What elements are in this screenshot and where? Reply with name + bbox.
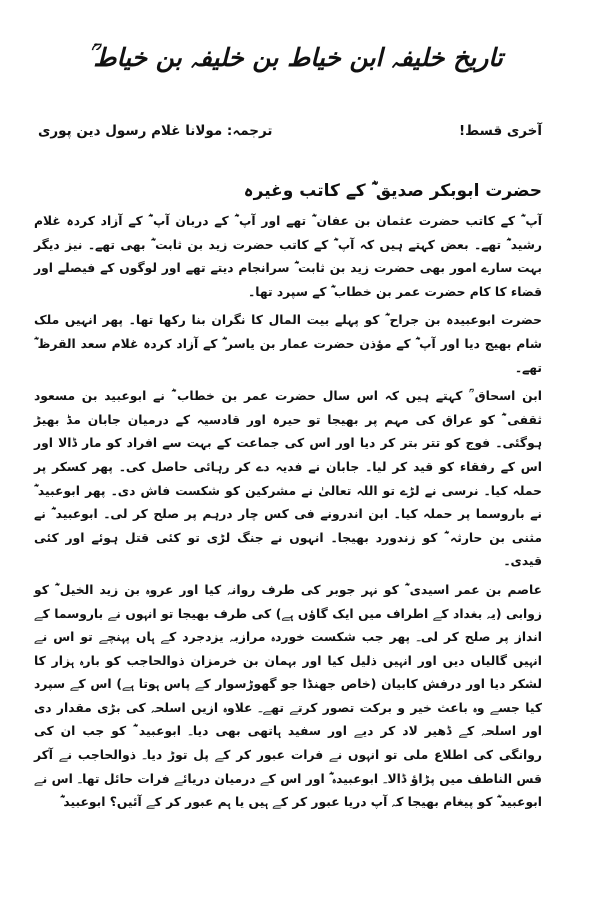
paragraph: حضرت ابوعبیدہ بن جراح ؓ کو پہلے بیت المال کا نگران بنا رکھا تھا۔ پھر انہیں ملک شام بھیج دیا اور آپ ؓ کے مؤذن حضرت عمار بن یاسر ؓ کے آزاد کردہ غلام سعد القرظ ؓ تھے۔ xyxy=(34,313,542,375)
page-title: تاریخ خلیفہ ابن خیاط بن خلیفہ بن خیاط ؒ xyxy=(87,43,503,72)
installment-label: آخری قسط! xyxy=(458,123,542,139)
paragraph: ابن اسحاق ؒ کہتے ہیں کہ اس سال حضرت عمر بن خطاب ؓ نے ابوعبید بن مسعود ثقفی ؓ کو عراق کی مہم پر بھیجا تو حیرہ اور قادسیہ کے درمیان جابان مڈ بھیڑ ہوگئی۔ فوج کو تتر بتر کر دیا اور اس کی جماعت کے بہت سے افراد کو مار ڈالا اور اس کے رفقاء کو قید کر لیا۔ جابان نے فدیہ دے کر رہائی حاصل کی۔ پھر کسکر پر حملہ کیا۔ نرسی نے لڑے تو اللہ تعالیٰ نے مشرکین کو شکست فاش دی۔ پھر ابوعبید ؓ نے باروسما پر حملہ کیا۔ ابن اندرونے فی کس چار درہم پر صلح کر لی۔ ابوعبید ؓ نے مثنی بن حارثہ ؓ کو زندورد بھیجا۔ انہوں نے جنگ لڑی تو کئی قتل ہوئے اور کئی قیدی۔ xyxy=(34,389,542,569)
translator-credit: ترجمہ: مولانا غلام رسول دین پوری xyxy=(38,123,273,139)
meta-row xyxy=(38,118,542,144)
body-text xyxy=(34,210,542,820)
section-heading: حضرت ابوبکر صدیق ؓ کے کاتب وغیرہ xyxy=(243,181,542,201)
paragraph: عاصم بن عمر اسیدی ؓ کو نہر جوبر کی طرف روانہ کیا اور عروہ بن زید الخیل ؓ کو زوابی (یہ بغداد کے اطراف میں ایک گاؤں ہے) کی طرف بھیجا تو انہوں نے باروسما کے انداز پر صلح کر لی۔ پھر جب شکست خوردہ مرازبہ یزدجرد کے ہاں پہنچے تو اس نے انہیں گالیاں دیں اور انہیں ذلیل کیا اور بہمان بن خرمزان ذوالحاجب کو بارہ ہزار کا لشکر دیا اور درفش کابیان (خاص جھنڈا جو گھوڑسوار کے پاس ہوتا ہے) اس کے سپرد کیا جسے وہ باعث خیر و برکت تصور کرتے تھے۔ علاوہ ازیں اسلحہ کی بڑی مقدار دی اور اسلحہ کے ڈھیر لاد کر دیے اور سفید ہاتھی بھی دیا۔ ابوعبید ؓ کو جب ان کی روانگی کی اطلاع ملی تو انہوں نے فرات عبور کر کے پل توڑ دیا۔ ذوالحاجب نے آکر قس الناطف میں پڑاؤ ڈالا۔ ابوعبیدہ ؓ اور اس کے درمیان دریائے فرات حائل تھا۔ اس نے ابوعبید ؓ کو پیغام بھیجا کہ آپ دریا عبور کر کے ہیں یا ہم عبور کر کے آئیں؟ ابوعبید ؓ xyxy=(34,582,542,810)
paragraph: آپ ؓ کے کاتب حضرت عثمان بن عفان ؓ تھے اور آپ ؓ کے دربان آپ ؓ کے آزاد کردہ غلام رشید ؓ تھے۔ بعض کہتے ہیں کہ آپ ؓ کے کاتب حضرت زید بن ثابت ؓ بھی تھے۔ نیز دیگر بہت سارے امور بھی حضرت زید بن ثابت ؓ سرانجام دیتے تھے اور لوگوں کے فیصلے اور قضاء کا کام حضرت عمر بن خطاب ؓ کے سپرد تھا۔ xyxy=(34,214,542,299)
